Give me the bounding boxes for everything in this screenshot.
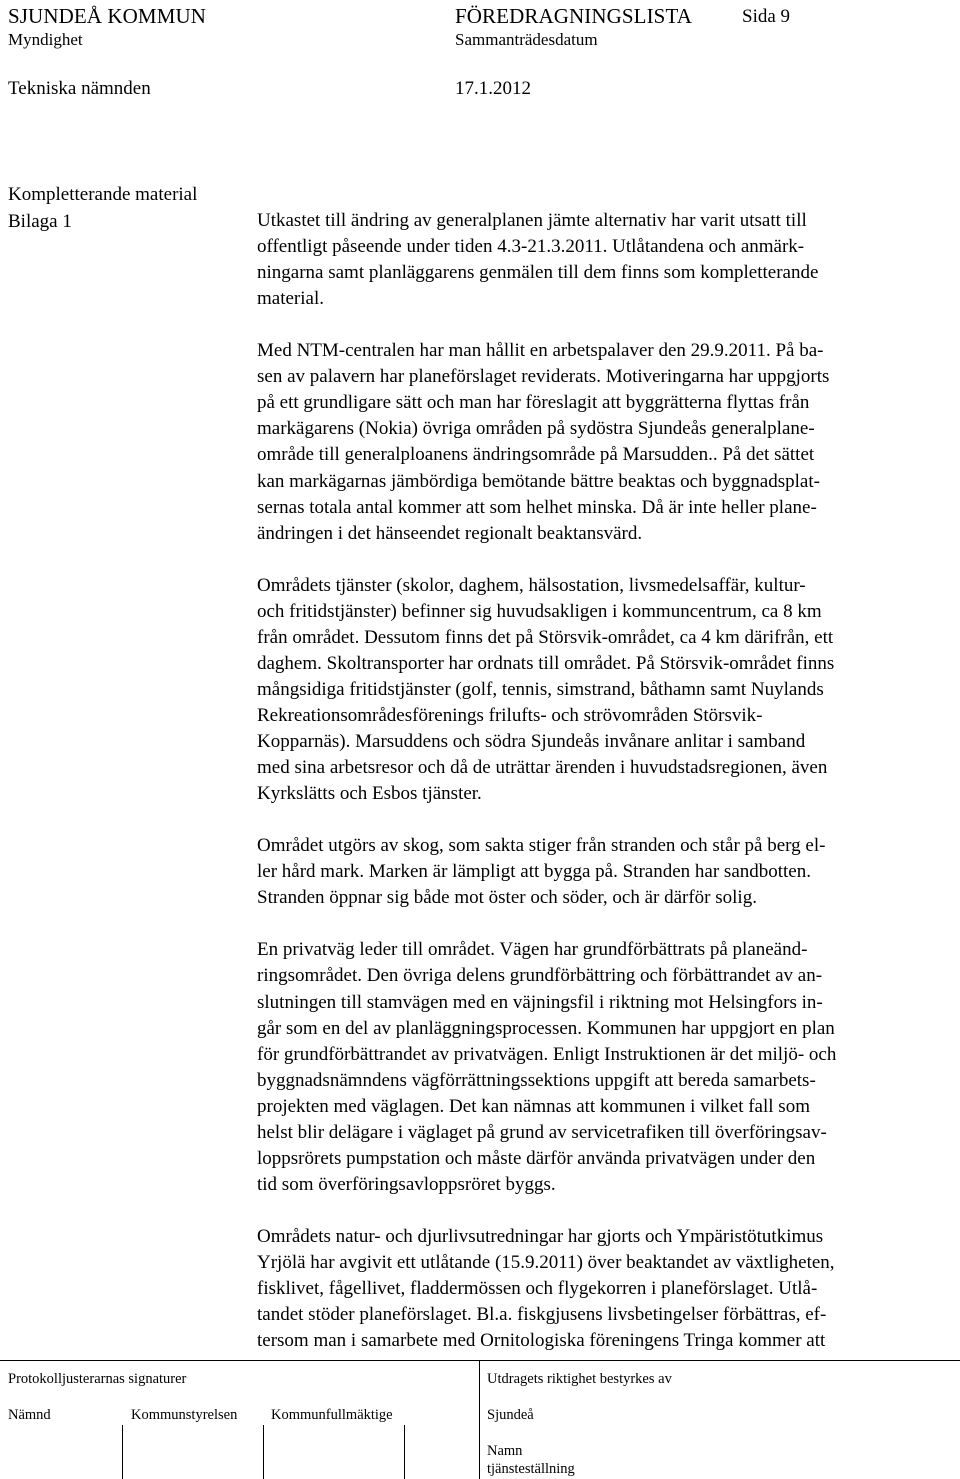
- footer-divider: [479, 1361, 480, 1479]
- signature-box-divider: [263, 1425, 264, 1479]
- place-label: Sjundeå: [487, 1407, 534, 1423]
- body-text-line: Området utgörs av skog, som sakta stiger från stranden och står på berg el-: [257, 835, 826, 857]
- signature-box-divider: [404, 1425, 405, 1479]
- meeting-date-label: Sammanträdesdatum: [455, 30, 598, 49]
- body-text-line: markägarens (Nokia) övriga områden på sydöstra Sjundeås generalplane-: [257, 418, 815, 440]
- body-text-line: från området. Dessutom finns det på Störsvik-området, ca 4 km därifrån, ett: [257, 626, 834, 648]
- body-text-line: går som en del av planläggningsprocessen. Kommunen har uppgjort en plan: [257, 1017, 835, 1039]
- body-text-line: och fritidstjänster) befinner sig huvudsakligen i kommuncentrum, ca 8 km: [257, 600, 822, 622]
- body-text-line: Stranden öppnar sig både mot öster och söder, och är därför solig.: [257, 887, 757, 909]
- body-text-line: kan markägarnas jämbördiga bemötande bättre beaktas och byggnadsplat-: [257, 470, 820, 492]
- body-text-line: mångsidiga fritidstjänster (golf, tennis, simstrand, båthamn samt Nuylands: [257, 678, 824, 700]
- page-number: Sida 9: [742, 6, 791, 27]
- body-text-line: område till generalploanens ändringsområde på Marsudden.. På det sättet: [257, 444, 815, 466]
- body-text-line: tid som överföringsavloppsröret byggs.: [257, 1173, 556, 1195]
- body-text-line: Rekreationsområdesförenings frilufts- och strövområden Störsvik-: [257, 704, 763, 726]
- signature-footer: [0, 1360, 960, 1479]
- section-title: Kompletterande material: [8, 184, 198, 205]
- body-text-line: byggnadsnämndens vägförrättningssektions uppgift att bereda samarbets-: [257, 1069, 816, 1091]
- document-type: FÖREDRAGNINGSLISTA: [455, 4, 692, 28]
- signatures-label: Protokolljusterarnas signaturer: [8, 1371, 187, 1387]
- body-text-line: Med NTM-centralen har man hållit en arbetspalaver den 29.9.2011. På ba-: [257, 340, 824, 362]
- body-text-line: material.: [257, 288, 324, 310]
- body-text-line: daghem. Skoltransporter har ordnats till området. På Störsvik-området finns: [257, 652, 835, 674]
- body-text-line: ler hård mark. Marken är lämpligt att bygga på. Stranden har sandbotten.: [257, 861, 811, 883]
- body-text-line: loppsrörets pumpstation och måste därför använda privatvägen under den: [257, 1147, 816, 1169]
- body-text-line: med sina arbetsresor och då de uträttar ärenden i huvudstadsregionen, även: [257, 757, 828, 779]
- body-text-line: sen av palavern har planeförslaget reviderats. Motiveringarna har uppgjorts: [257, 366, 830, 388]
- body-text-line: tersom man i samarbete med Ornitologiska föreningens Tringa kommer att: [257, 1330, 826, 1352]
- body-text-line: Områdets tjänster (skolor, daghem, hälsostation, livsmedelsaffär, kultur-: [257, 574, 806, 596]
- body-text-line: offentligt påseende under tiden 4.3-21.3.2011. Utlåtandena och anmärk-: [257, 236, 805, 258]
- body-text-line: Områdets natur- och djurlivsutredningar har gjorts och Ympäristötutkimus: [257, 1225, 824, 1247]
- body-text-line: Yrjölä har avgivit ett utlåtande (15.9.2011) över beaktandet av växtligheten,: [257, 1252, 835, 1273]
- body-text-line: på ett grundligare sätt och man har föreslagit att byggrätterna flyttas från: [257, 392, 810, 414]
- signature-col-kommunfullmaktige: Kommunfullmäktige: [271, 1407, 393, 1423]
- body-text-line: Kopparnäs). Marsuddens och södra Sjundeås invånare anlitar i samband: [257, 731, 806, 752]
- body-text-line: slutningen till stamvägen med en väjningsfil i riktning mot Helsingfors in-: [257, 991, 823, 1013]
- signature-box-divider: [122, 1425, 123, 1479]
- body-text-line: helst blir delägare i väglaget på grund av servicetrafiken till överföringsav-: [257, 1121, 827, 1143]
- body-text-line: för grundförbättrandet av privatvägen. Enligt Instruktionen är det miljö- och: [257, 1043, 837, 1065]
- signature-col-namnd: Nämnd: [8, 1407, 51, 1423]
- body-text-line: sernas totala antal kommer att som helhet minska. Då är inte heller plane-: [257, 496, 817, 518]
- name-label: Namn: [487, 1443, 523, 1459]
- authority-name: Tekniska nämnden: [8, 78, 151, 99]
- appendix-label: Bilaga 1: [8, 211, 72, 232]
- body-text-line: fisklivet, fågellivet, fladdermössen och flygekorren i planeförslaget. Utlå-: [257, 1278, 818, 1300]
- meeting-date: 17.1.2012: [455, 78, 531, 99]
- body-text-line: Kyrkslätts och Esbos tjänster.: [257, 783, 482, 805]
- body-text-line: ringsområdet. Den övriga delens grundförbättring och förbättrandet av an-: [257, 965, 823, 987]
- position-label: tjänsteställning: [487, 1461, 575, 1477]
- authority-label: Myndighet: [8, 30, 83, 49]
- extract-verification-label: Utdragets riktighet bestyrkes av: [487, 1371, 672, 1387]
- municipality-name: SJUNDEÅ KOMMUN: [8, 4, 206, 28]
- body-text-line: projekten med väglagen. Det kan nämnas att kommunen i vilket fall som: [257, 1095, 810, 1117]
- signature-col-kommunstyrelsen: Kommunstyrelsen: [131, 1407, 238, 1423]
- body-text-line: ändringen i det hänseendet regionalt beaktansvärd.: [257, 522, 643, 544]
- body-text-line: En privatväg leder till området. Vägen har grundförbättrats på planeänd-: [257, 939, 808, 961]
- body-text-line: Utkastet till ändring av generalplanen jämte alternativ har varit utsatt till: [257, 210, 807, 231]
- body-text-line: tandet stöder planeförslaget. Bl.a. fiskgjusens livsbetingelser förbättras, ef-: [257, 1304, 827, 1326]
- body-text-line: ningarna samt planläggarens genmälen till dem finns som kompletterande: [257, 262, 819, 284]
